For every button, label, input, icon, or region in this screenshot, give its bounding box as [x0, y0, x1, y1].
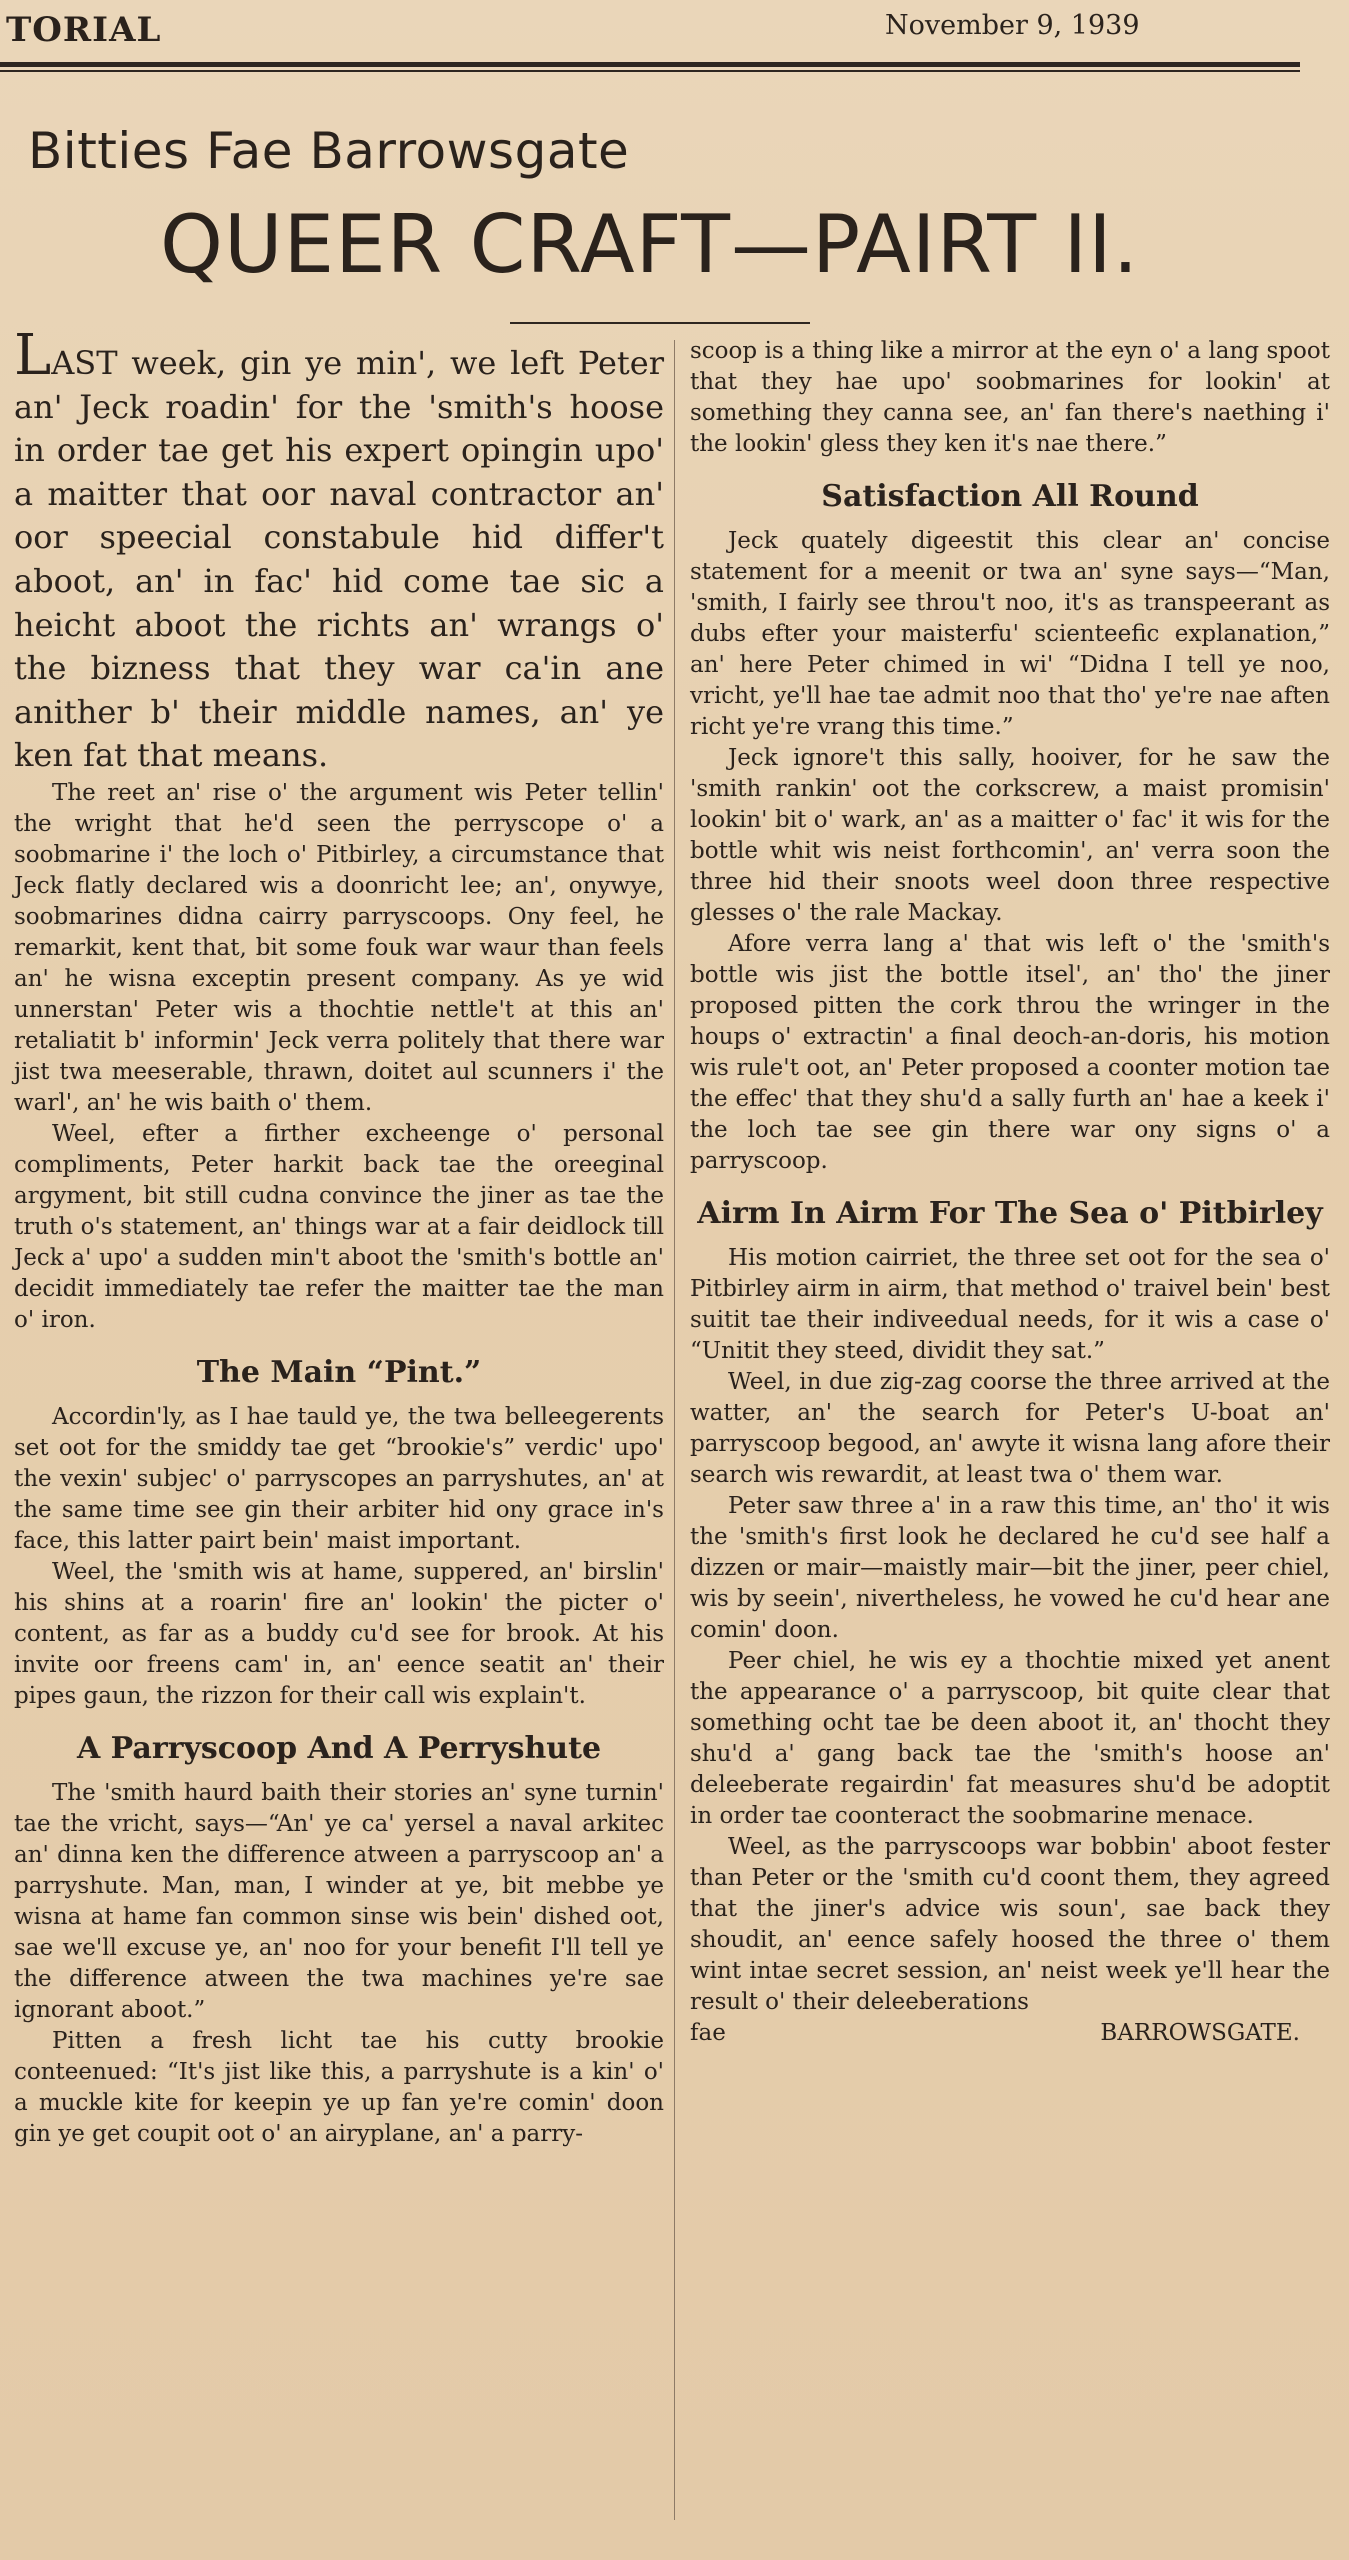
signature-fae: fae — [690, 2020, 726, 2046]
subheading-main-pint: The Main “Pint.” — [196, 1354, 482, 1390]
paragraph: Accordin'ly, as I hae tauld ye, the twa belleegerents set oot for the smiddy tae get “brookie's” verdic' upo' the vexin' subjec' o' parryscopes an parryshutes, an' at the same time see gin their arbiter hid ony grace in's face, this latter pairt bein' maist important. — [14, 1403, 664, 1554]
paragraph: Peer chiel, he wis ey a thochtie mixed yet anent the appearance o' a parryscoop, bit quite clear that something ocht tae be deen aboot it, an' thocht they shu'd a' gang back tae the 'smith's hoose an' deleeberate regairdin' fat measures shu'd be adoptit in order tae coonteract the soobmarine menace. — [690, 1648, 1330, 1829]
paragraph: Pitten a fresh licht tae his cutty brookie conteenued: “It's jist like this, a parryshute is a kin' o' a muckle kite for keepin ye up fan ye're comin' doon gin ye get coupit oot o' an airyplane, an' a parry- — [14, 2027, 664, 2147]
paragraph: Weel, in due zig-zag coorse the three arrived at the watter, an' the search for Peter's U-boat an' parryscoop begood, an' awyte it wisna lang afore their search wis rewardit, at least twa o' them war. — [690, 1369, 1330, 1488]
author-signature: BARROWSGATE. — [1100, 2020, 1300, 2046]
issue-date: November 9, 1939 — [885, 10, 1140, 41]
lead-text: AST week, gin ye min', we left Peter an' Jeck roadin' for the 'smith's hoose in order tae get his expert opingin upo' a maitter that oor naval contractor an' oor speecial constabule hid differ't aboot, an' in fac' hid come tae sic a heicht aboot the richts an' wrangs o' the bizness that they war ca'in ane anither b' their middle names, an' ye ken fat that means. — [14, 344, 664, 775]
column-divider — [674, 340, 675, 2520]
paragraph: scoop is a thing like a mirror at the eyn o' a lang spoot that they hae upo' soobmarines for lookin' at something they canna see, an' fan there's naething i' the lookin' gless they ken it's nae there.” — [690, 338, 1330, 457]
headline: QUEER CRAFT—PAIRT II. — [160, 198, 1140, 291]
signature-line — [690, 2018, 1330, 2049]
column-kicker: Bitties Fae Barrowsgate — [28, 122, 630, 180]
paragraph: Jeck quately digeestit this clear an' concise statement for a meenit or twa an' syne says—“Man, 'smith, I fairly see throu't noo, it's as transpeerant as dubs efter your maisterfu' scienteefic explanation,” an' here Peter chimed in wi' “Didna I tell ye noo, vricht, ye'll hae tae admit noo that tho' ye're nae aften richt ye're vrang this time.” — [690, 528, 1330, 740]
headline-rule — [510, 322, 810, 324]
paragraph: Jeck ignore't this sally, hooiver, for he saw the 'smith rankin' oot the corkscrew, a maist promisin' lookin' bit o' wark, an' as a maitter o' fac' it wis for the bottle whit wis neist forthcomin', an' verra soon the three hid their snoots weel doon three respective glesses o' the rale Mackay. — [690, 745, 1330, 926]
subheading-airm-in-airm: Airm In Airm For The Sea o' Pitbirley — [697, 1196, 1323, 1231]
column-right — [690, 336, 1330, 2049]
subheading-parryscoop: A Parryscoop And A Perryshute — [76, 1730, 602, 1766]
column-left — [14, 323, 664, 2150]
lead-paragraph — [14, 323, 664, 778]
paragraph: Peter saw three a' in a raw this time, an' tho' it wis the 'smith's first look he declared he cu'd see half a dizzen or mair—maistly mair—bit the jiner, peer chiel, wis by seein', nivertheless, he vowed he cu'd hear ane comin' doon. — [690, 1493, 1330, 1643]
subheading-satisfaction: Satisfaction All Round — [821, 479, 1199, 514]
paragraph: Afore verra lang a' that wis left o' the 'smith's bottle wis jist the bottle itsel', an' tho' the jiner proposed pitten the cork throu the wringer in the houps o' extractin' a final deoch-an-doris, his motion wis rule't oot, an' Peter proposed a coonter motion tae the effec' that they shu'd a sally furth an' hae a keek i' the loch tae see gin there war ony signs o' a parryscoop. — [690, 931, 1330, 1174]
masthead-rule-thin — [0, 70, 1300, 72]
masthead-rule — [0, 62, 1300, 67]
paragraph: The reet an' rise o' the argument wis Peter tellin' the wright that he'd seen the perryscope o' a soobmarine i' the loch o' Pitbirley, a circumstance that Jeck flatly declared wis a doonricht lee; an', onywye, soobmarines didna cairry parryscoops. Ony feel, he remarkit, kent that, bit some fouk war waur than feels an' he wisna exceptin present company. As ye wid unnerstan' Peter wis a thochtie nettle't at this an' retaliatit b' informin' Jeck verra politely that there war jist twa meeserable, thrawn, doitet aul scunners i' the warl', an' he wis baith o' them. — [14, 779, 664, 1116]
masthead — [0, 0, 1349, 78]
section-label: TORIAL — [6, 10, 162, 50]
paragraph: His motion cairriet, the three set oot for the sea o' Pitbirley airm in airm, that method o' traivel bein' best suitit tae their indiveedual needs, for it wis a case o' “Unitit they steed, dividit they sat.” — [690, 1245, 1330, 1364]
paragraph: The 'smith haurd baith their stories an' syne turnin' tae the vricht, says—“An' ye ca' yersel a naval arkitec an' dinna ken the difference atween a parryscoop an' a parryshute. Man, man, I winder at ye, bit mebbe ye wisna at hame fan common sinse wis bein' dished oot, sae we'll excuse ye, an' noo for your benefit I'll tell ye the difference atween the twa machines ye're sae ignorant aboot.” — [14, 1779, 664, 2023]
paragraph: Weel, efter a firther excheenge o' personal compliments, Peter harkit back tae the oreeginal argyment, bit still cudna convince the jiner as tae the truth o's statement, an' things war at a fair deidlock till Jeck a' upo' a sudden min't aboot the 'smith's bottle an' decidit immediately tae refer the maitter tae the man o' iron. — [14, 1120, 664, 1333]
paragraph: Weel, the 'smith wis at hame, suppered, an' birslin' his shins at a roarin' fire an' lookin' the picter o' content, as far as a buddy cu'd see for brook. At his invite oor freens cam' in, an' eence seatit an' their pipes gaun, the rizzon for their call wis explain't. — [14, 1558, 664, 1709]
drop-cap: L — [14, 323, 52, 388]
paragraph: Weel, as the parryscoops war bobbin' aboot fester than Peter or the 'smith cu'd coont them, they agreed that the jiner's advice wis soun', sae back they shoudit, an' eence safely hoosed the three o' them wint intae secret session, an' neist week ye'll hear the result o' their deleeberations — [690, 1834, 1330, 2015]
